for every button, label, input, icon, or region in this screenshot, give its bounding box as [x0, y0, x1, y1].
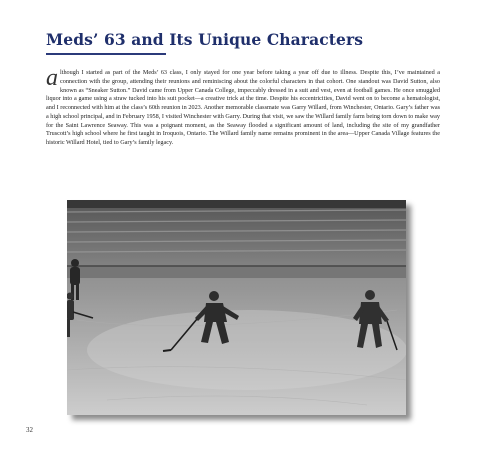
body-paragraph [46, 65, 440, 148]
hockey-photo-frame [67, 200, 406, 415]
hockey-game-photo [67, 200, 406, 415]
title-underline [46, 53, 166, 55]
body-text: lthough I started as part of the Meds’ 63 class, I only stayed for one year before taking a year off due to illness. Despite this, I’ve maintained a connection with the group, attending their reunions and reminiscing about the colorful characters in that cohort. One standout was David Sutton, also known as “Sneaker Sutton.” David came from Upper Canada College, impeccably dressed in a suit and vest, even at football games. He once smuggled liquor into a game using a straw tucked into his suit pocket—a creative trick at the time. Despite his eccentricities, David went on to become a hematologist, and I reconnected with him at the class’s 60th reunion in 2023. Another memorable classmate was Garry Willard, from Winchester, Ontario. Gary’s father was a high school principal, and in February 1958, I visited Winchester with Garry. During that visit, we saw the Willard family farm being torn down to make way for the Saint Lawrence Seaway. This was a poignant moment, as the Seaway flooded a significant amount of land, including the site of my grandfather Truscott’s high school where he first taught in Iroquois, Ontario. The Willard family name remains prominent in the area—Upper Canada Village features the historic Willard Hotel, tied to Gary’s family legacy. [46, 69, 440, 146]
drop-cap: a [46, 65, 58, 91]
page-number: 32 [26, 426, 33, 434]
page-title: Meds’ 63 and Its Unique Characters [46, 30, 364, 49]
